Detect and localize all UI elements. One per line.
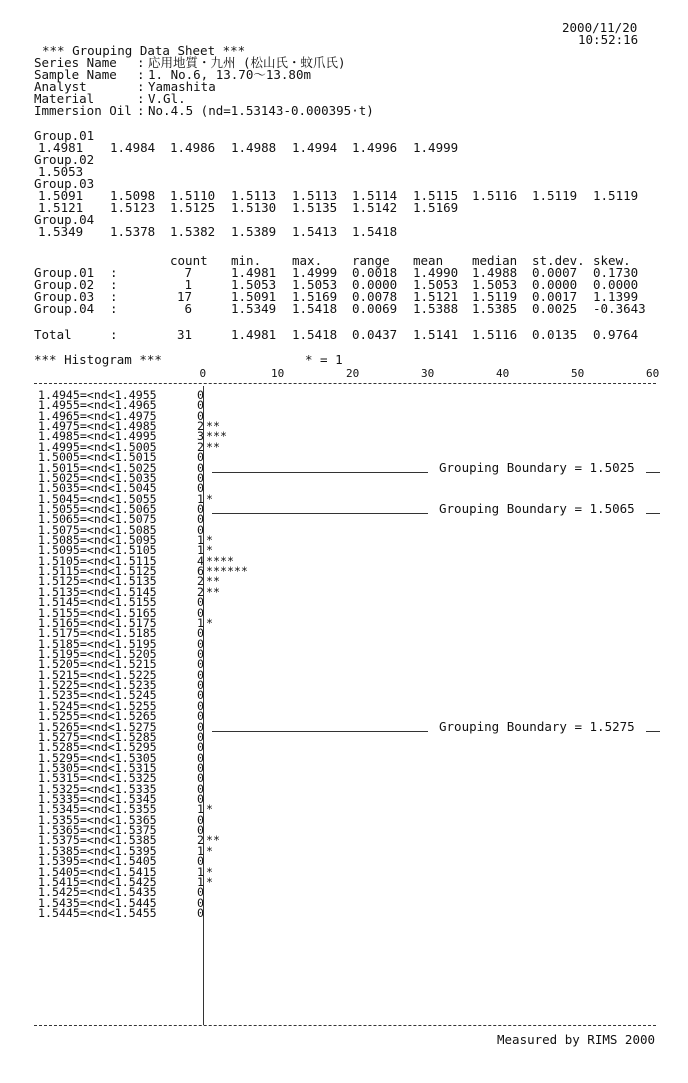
group-name: Group.04 [34,212,95,227]
histogram-bin-range: 1.4955=<nd<1.4965 [38,398,157,413]
grouping-boundary-label: Grouping Boundary = 1.5065 [439,500,635,516]
histogram-bin-range: 1.5195=<nd<1.5205 [38,647,157,661]
histogram-bin-count: 0 [197,667,204,682]
histogram-bin-range: 1.5295=<nd<1.5305 [38,750,157,765]
histogram-title: *** Histogram *** [34,352,162,367]
histogram-bin-range: 1.5185=<nd<1.5195 [38,636,157,651]
histogram-bin-count: 0 [197,812,204,827]
histogram-bin-count: 1 [197,491,204,506]
info-label: Material [34,91,95,106]
histogram-bin-range: 1.5165=<nd<1.5175 [38,615,157,630]
histogram-bin-count: 1 [197,802,204,817]
stats-cell: 0.1730 [593,265,639,280]
stats-row-sep: : [110,265,118,280]
histogram-bin-count: 0 [197,719,204,734]
histogram-bin-count: 0 [197,388,204,402]
histogram-bar: ** [206,574,220,589]
info-colon: : [137,67,145,82]
histogram-bar: ****** [206,564,248,579]
histogram-bin-count: 0 [197,760,204,775]
stats-cell: 0.0007 [532,265,578,280]
group-value: 1.5413 [292,224,338,239]
histogram-bin-range: 1.5365=<nd<1.5375 [38,823,157,838]
grouping-boundary-line [212,731,428,732]
group-value: 1.5119 [532,188,578,203]
group-value: 1.5098 [110,188,156,203]
info-value: Yamashita [148,79,216,94]
histogram-bin-range: 1.5355=<nd<1.5365 [38,812,157,827]
axis-tick-label: 0 [199,367,207,380]
grouping-boundary-tail [646,513,660,514]
group-value: 1.4981 [38,140,84,155]
stats-cell: 1.5091 [231,289,277,304]
histogram-bin-range: 1.4995=<nd<1.5005 [38,439,157,454]
histogram-bin-count: 0 [197,595,204,610]
group-value: 1.5142 [352,200,398,215]
histogram-bin-range: 1.5215=<nd<1.5225 [38,667,157,682]
stats-cell: 1.5388 [413,301,459,316]
stats-cell: 1.5121 [413,289,459,304]
histogram-bin-count: 0 [197,895,204,910]
group-value: 1.4999 [413,140,459,155]
group-value: 1.5113 [292,188,338,203]
group-value: 1.5169 [413,200,459,215]
stats-cell: 1.5053 [413,277,459,292]
axis-top-line [34,383,656,384]
stats-cell: 31 [177,327,193,342]
group-name: Group.02 [34,152,95,167]
histogram-bin-range: 1.4945=<nd<1.4955 [38,388,157,402]
histogram-bin-count: 2 [197,584,204,599]
histogram-bar: * [206,874,213,889]
histogram-bin-count: 0 [197,771,204,786]
group-value: 1.5114 [352,188,398,203]
histogram-bar: ** [206,833,220,848]
histogram-bin-count: 1 [197,874,204,889]
info-value: 応用地質・九州 (松山氏・蚊爪氏) [148,55,346,70]
histogram-bin-count: 0 [197,740,204,755]
stats-cell: 0.0069 [352,301,398,316]
stats-header: mean [413,253,444,268]
group-value: 1.5125 [170,200,216,215]
histogram-bin-count: 1 [197,864,204,879]
histogram-legend: * = 1 [305,352,343,367]
axis-tick-label: 40 [496,367,510,380]
histogram-bin-count: 2 [197,574,204,589]
histogram-bin-count: 0 [197,678,204,693]
stats-cell: 1.4981 [231,265,277,280]
grouping-boundary-label: Grouping Boundary = 1.5025 [439,459,635,475]
histogram-bin-range: 1.5395=<nd<1.5405 [38,854,157,869]
histogram-bin-count: 0 [197,398,204,413]
stats-cell: 0.0437 [352,327,398,342]
histogram-bin-range: 1.5065=<nd<1.5075 [38,512,157,527]
info-value: No.4.5 (nd=1.53143-0.000395·t) [148,103,374,118]
stats-header: skew. [593,253,631,268]
histogram-bin-range: 1.5415=<nd<1.5425 [38,874,157,889]
info-colon: : [137,79,145,94]
stats-cell: 1.5169 [292,289,338,304]
stats-cell: 0.9764 [593,327,639,342]
histogram-bin-range: 1.5305=<nd<1.5315 [38,760,157,775]
stats-header: st.dev. [532,253,585,268]
group-value: 1.5389 [231,224,277,239]
histogram-bin-count: 0 [197,709,204,724]
histogram-bin-range: 1.5025=<nd<1.5035 [38,470,157,485]
axis-tick-label: 50 [571,367,585,380]
stats-row-sep: : [110,327,118,342]
histogram-bin-count: 0 [197,854,204,869]
stats-cell: 6 [184,301,193,316]
stats-cell: 1.5385 [472,301,518,316]
histogram-bin-count: 1 [197,615,204,630]
histogram-bin-count: 6 [197,564,204,579]
histogram-bin-range: 1.5345=<nd<1.5355 [38,802,157,817]
stats-row-name: Group.01 [34,265,95,280]
group-value: 1.5119 [593,188,639,203]
group-value: 1.5115 [413,188,459,203]
group-value: 1.5113 [231,188,277,203]
histogram-bin-count: 0 [197,605,204,620]
info-label: Immersion Oil [34,103,132,118]
stats-header: range [352,253,390,268]
axis-tick-label: 20 [346,367,360,380]
histogram-bin-range: 1.5425=<nd<1.5435 [38,885,157,900]
histogram-bin-count: 0 [197,522,204,537]
stats-cell: 1.5141 [413,327,459,342]
histogram-bin-count: 0 [197,792,204,807]
histogram-bin-range: 1.5005=<nd<1.5015 [38,450,157,465]
group-value: 1.5110 [170,188,216,203]
histogram-bin-range: 1.5045=<nd<1.5055 [38,491,157,506]
axis-tick-label: 10 [271,367,285,380]
stats-cell: 0.0025 [532,301,578,316]
stats-cell: 1.4988 [472,265,518,280]
histogram-bin-range: 1.5325=<nd<1.5335 [38,781,157,796]
histogram-bin-range: 1.5335=<nd<1.5345 [38,792,157,807]
stats-cell: 0.0017 [532,289,578,304]
histogram-bin-range: 1.5285=<nd<1.5295 [38,740,157,755]
group-value: 1.5053 [38,164,84,179]
grouping-boundary-tail [646,472,660,473]
histogram-bar: *** [206,429,227,444]
group-name: Group.01 [34,128,95,143]
stats-row-name: Group.02 [34,277,95,292]
histogram-bar: ** [206,419,220,434]
histogram-bin-range: 1.5375=<nd<1.5385 [38,833,157,848]
histogram-bin-range: 1.5255=<nd<1.5265 [38,709,157,724]
histogram-bin-range: 1.5275=<nd<1.5285 [38,729,157,744]
histogram-bin-count: 2 [197,419,204,434]
histogram-bin-range: 1.4985=<nd<1.4995 [38,429,157,444]
histogram-bin-range: 1.5085=<nd<1.5095 [38,533,157,548]
group-value: 1.4996 [352,140,398,155]
group-value: 1.4994 [292,140,338,155]
stats-cell: 1.5053 [231,277,277,292]
axis-bottom-line [34,1025,656,1026]
histogram-bin-count: 1 [197,533,204,548]
histogram-bin-range: 1.5265=<nd<1.5275 [38,719,157,734]
histogram-bin-count: 0 [197,460,204,475]
group-value: 1.4988 [231,140,277,155]
stats-header: min. [231,253,262,268]
histogram-bin-range: 1.5175=<nd<1.5185 [38,626,157,641]
histogram-bin-range: 1.5115=<nd<1.5125 [38,564,157,579]
histogram-bar: * [206,864,213,879]
stats-cell: 0.0135 [532,327,578,342]
histogram-bin-count: 0 [197,823,204,838]
histogram-bin-count: 0 [197,647,204,661]
histogram-bin-count: 0 [197,501,204,516]
stats-row-name: Group.04 [34,301,95,316]
histogram-bin-range: 1.5055=<nd<1.5065 [38,501,157,516]
stats-cell: 1.1399 [593,289,639,304]
axis-tick-label: 60 [646,367,660,380]
histogram-bin-range: 1.5145=<nd<1.5155 [38,595,157,610]
stats-cell: 7 [184,265,193,280]
histogram-bin-range: 1.5445=<nd<1.5455 [38,906,157,920]
histogram-bin-range: 1.5405=<nd<1.5415 [38,864,157,879]
stats-cell: 1.4999 [292,265,338,280]
group-value: 1.4986 [170,140,216,155]
group-value: 1.5378 [110,224,156,239]
stats-cell: 1.4981 [231,327,277,342]
stats-cell: 1.5418 [292,301,338,316]
group-value: 1.5382 [170,224,216,239]
histogram-bin-range: 1.4975=<nd<1.4985 [38,419,157,434]
stats-cell: 1 [184,277,193,292]
histogram-bin-count: 4 [197,553,204,568]
grouping-boundary-tail [646,731,660,732]
histogram-bin-count: 0 [197,636,204,651]
info-colon: : [137,55,145,70]
info-colon: : [137,103,145,118]
histogram-bin-count: 2 [197,439,204,454]
histogram-bar: ** [206,439,220,454]
stats-row-name: Group.03 [34,289,95,304]
histogram-bin-count: 0 [197,698,204,713]
stats-row-sep: : [110,277,118,292]
info-label: Sample Name [34,67,117,82]
histogram-bin-count: 1 [197,843,204,858]
stats-header: median [472,253,518,268]
group-value: 1.4984 [110,140,156,155]
footer-note: Measured by RIMS 2000 [497,1032,656,1047]
stats-cell: 1.4990 [413,265,459,280]
histogram-bin-count: 0 [197,512,204,527]
report-date: 2000/11/20 [562,20,638,35]
stats-cell: 1.5116 [472,327,518,342]
histogram-bar: * [206,843,213,858]
group-value: 1.5123 [110,200,156,215]
histogram-bin-range: 1.5245=<nd<1.5255 [38,698,157,713]
info-colon: : [137,91,145,106]
histogram-bin-range: 1.4965=<nd<1.4975 [38,408,157,423]
histogram-bar: * [206,543,213,558]
histogram-bin-count: 0 [197,781,204,796]
group-value: 1.5091 [38,188,84,203]
histogram-bin-range: 1.5155=<nd<1.5165 [38,605,157,620]
histogram-bin-range: 1.5225=<nd<1.5235 [38,678,157,693]
histogram-bin-range: 1.5075=<nd<1.5085 [38,522,157,537]
stats-cell: 0.0000 [532,277,578,292]
grouping-boundary-line [212,472,428,473]
histogram-bin-count: 0 [197,470,204,485]
histogram-bin-count: 2 [197,833,204,848]
histogram-bin-count: 0 [197,481,204,496]
histogram-bin-range: 1.5315=<nd<1.5325 [38,771,157,786]
stats-row-name: Total [34,327,72,342]
info-label: Analyst [34,79,87,94]
stats-cell: 1.5349 [231,301,277,316]
histogram-bin-count: 0 [197,729,204,744]
stats-header: max. [292,253,323,268]
group-value: 1.5130 [231,200,277,215]
histogram-bin-range: 1.5235=<nd<1.5245 [38,688,157,703]
stats-cell: -0.3643 [593,301,646,316]
histogram-bin-count: 1 [197,543,204,558]
stats-cell: 0.0018 [352,265,398,280]
histogram-bin-count: 0 [197,688,204,703]
histogram-bar: * [206,615,213,630]
histogram-bin-count: 0 [197,906,204,920]
stats-cell: 1.5053 [292,277,338,292]
stats-cell: 1.5053 [472,277,518,292]
histogram-bin-range: 1.5105=<nd<1.5115 [38,553,157,568]
histogram-bin-count: 0 [197,657,204,672]
stats-row-sep: : [110,301,118,316]
stats-cell: 1.5119 [472,289,518,304]
histogram-bar: **** [206,553,234,568]
histogram-bar: * [206,491,213,506]
stats-row-sep: : [110,289,118,304]
stats-header: count [170,253,208,268]
histogram-bin-count: 3 [197,429,204,444]
histogram-bin-count: 0 [197,626,204,641]
group-value: 1.5116 [472,188,518,203]
stats-cell: 0.0000 [352,277,398,292]
histogram-bin-range: 1.5435=<nd<1.5445 [38,895,157,910]
info-value: V.Gl. [148,91,186,106]
group-value: 1.5418 [352,224,398,239]
histogram-bar: ** [206,584,220,599]
histogram-bin-count: 0 [197,450,204,465]
grouping-boundary-line [212,513,428,514]
info-label: Series Name [34,55,117,70]
sheet-title: *** Grouping Data Sheet *** [42,43,246,58]
histogram-bin-range: 1.5135=<nd<1.5145 [38,584,157,599]
report-time: 10:52:16 [578,32,639,47]
group-name: Group.03 [34,176,95,191]
grouping-boundary-label: Grouping Boundary = 1.5275 [439,718,635,734]
group-value: 1.5349 [38,224,84,239]
histogram-bin-range: 1.5385=<nd<1.5395 [38,843,157,858]
histogram-bar: * [206,533,213,548]
histogram-bin-range: 1.5095=<nd<1.5105 [38,543,157,558]
axis-tick-label: 30 [421,367,435,380]
stats-cell: 1.5418 [292,327,338,342]
histogram-bin-range: 1.5205=<nd<1.5215 [38,657,157,672]
info-value: 1. No.6, 13.70～13.80m [148,67,312,82]
group-value: 1.5135 [292,200,338,215]
histogram-bin-count: 0 [197,750,204,765]
histogram-bin-range: 1.5035=<nd<1.5045 [38,481,157,496]
histogram-bin-range: 1.5125=<nd<1.5135 [38,574,157,589]
histogram-zero-axis [203,386,204,1025]
group-value: 1.5121 [38,200,84,215]
histogram-bin-range: 1.5015=<nd<1.5025 [38,460,157,475]
stats-cell: 0.0078 [352,289,398,304]
histogram-bin-count: 0 [197,408,204,423]
histogram-bar: * [206,802,213,817]
histogram-bin-count: 0 [197,885,204,900]
stats-cell: 0.0000 [593,277,639,292]
stats-cell: 17 [177,289,193,304]
